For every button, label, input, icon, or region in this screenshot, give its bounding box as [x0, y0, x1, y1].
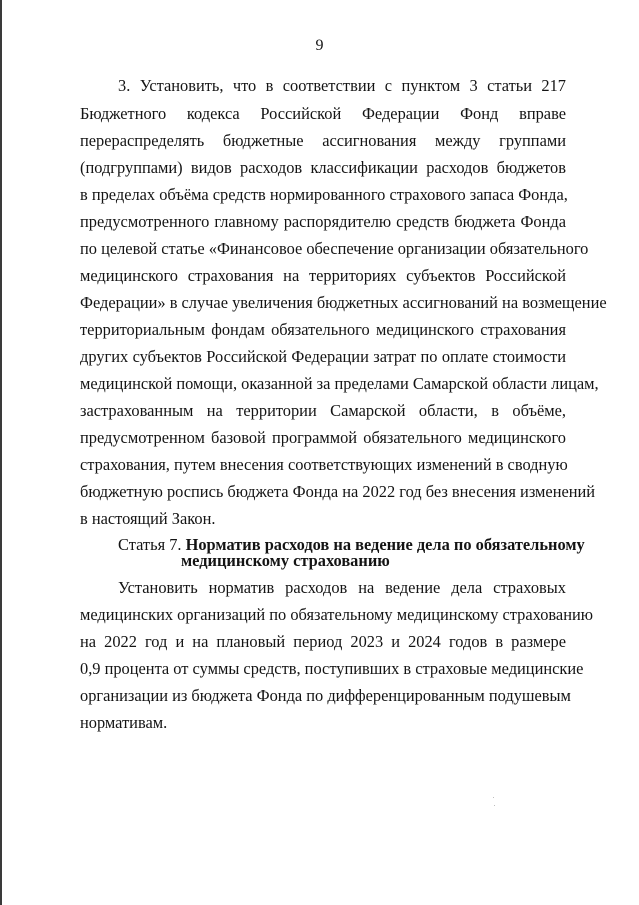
text-line: на 2022 год и на плановый период 2023 и 2024 годов в размере [80, 632, 566, 651]
text-line: (подгруппами) видов расходов классификации расходов бюджетов [80, 158, 566, 177]
text-line: Федерации» в случае увеличения бюджетных ассигнований на возмещение [80, 293, 607, 312]
text-line: территориальным фондам обязательного медицинского страхования [80, 320, 566, 339]
text-line: предусмотренном базовой программой обязательного медицинского [80, 428, 566, 447]
text-line: в пределах объёма средств нормированного страхового запаса Фонда, [80, 185, 568, 204]
text-line: организации из бюджета Фонда по дифференцированным подушевым [80, 686, 571, 705]
text-line: Установить норматив расходов на ведение дела страховых [118, 578, 566, 597]
text-line: предусмотренного главному распорядителю средств бюджета Фонда [80, 212, 566, 231]
text-line: медицинской помощи, оказанной за пределами Самарской области лицам, [80, 374, 599, 393]
text-line: перераспределять бюджетные ассигнования между группами [80, 131, 566, 150]
article-title: Норматив расходов на ведение дела по обязательному [185, 535, 585, 554]
text-line: нормативам. [80, 713, 168, 732]
scan-speck [493, 797, 494, 798]
article-label: Статья 7. [118, 535, 182, 554]
page-number: 9 [315, 37, 324, 54]
text-line: застрахованным на территории Самарской области, в объёме, [80, 401, 566, 420]
text-line: Бюджетного кодекса Российской Федерации Фонд вправе [80, 104, 566, 123]
text-line: медицинских организаций по обязательному медицинскому страхованию [80, 605, 593, 624]
scan-speck [494, 805, 495, 806]
text-line: бюджетную роспись бюджета Фонда на 2022 год без внесения изменений [80, 482, 596, 501]
text-line: других субъектов Российской Федерации затрат по оплате стоимости [80, 347, 566, 366]
text-line: в настоящий Закон. [80, 509, 216, 528]
text-line: страхования, путем внесения соответствующих изменений в сводную [80, 455, 568, 474]
text-line: 0,9 процента от суммы средств, поступивших в страховые медицинские [80, 659, 584, 678]
text-line: по целевой статье «Финансовое обеспечение организации обязательного [80, 239, 589, 258]
scan-left-edge [0, 0, 2, 905]
text-line: 3. Установить, что в соответствии с пунктом 3 статьи 217 [118, 76, 566, 95]
article-title-continued: медицинскому страхованию [181, 551, 390, 570]
text-line: медицинского страхования на территориях субъектов Российской [80, 266, 566, 285]
article-heading-line-2 [181, 551, 390, 571]
